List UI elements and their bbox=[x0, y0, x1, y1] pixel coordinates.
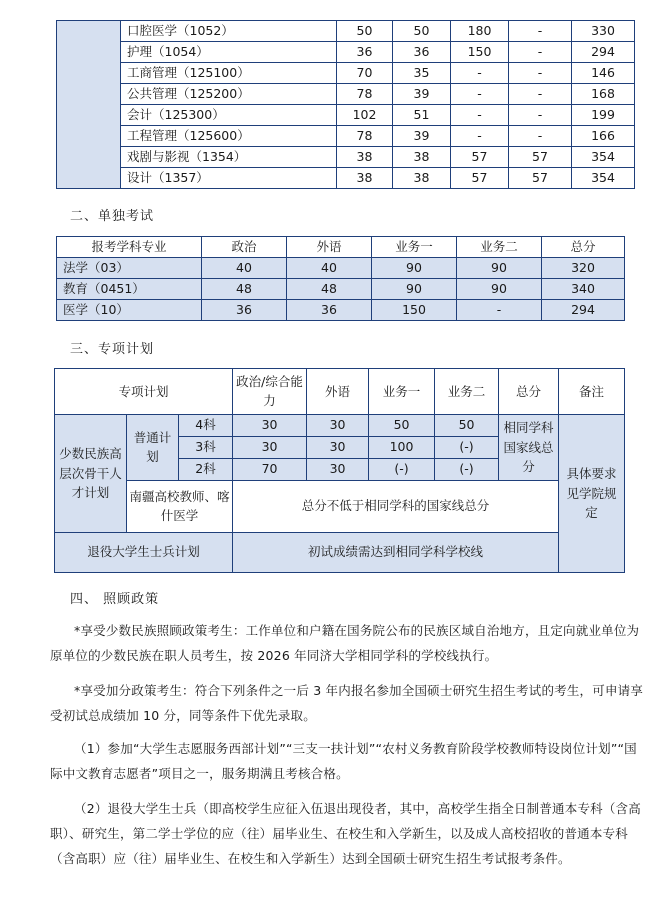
score-cell: 330 bbox=[572, 21, 635, 42]
cell-biz2: 50 bbox=[435, 414, 499, 436]
subject-cell: 工程管理（125600） bbox=[121, 126, 337, 147]
score-cell: 36 bbox=[337, 42, 393, 63]
policy-paragraph-veteran: （2）退役大学生士兵（即高校学生应征入伍退出现役者，其中，高校学生指全日制普通本专科（含高职）、研究生，第二学士学位的应（往）届毕业生、在校生和入学新生，以及成人高校招收的普通本专科（含高职）应（往）届毕业生、在校生和入学新生）达到全国硕士研究生招生考试报考条件。 bbox=[50, 801, 641, 866]
score-cell: 90 bbox=[372, 279, 457, 300]
table-row bbox=[57, 84, 635, 105]
section-title-separate-exam: 二、单独考试 bbox=[70, 209, 155, 224]
table-row bbox=[57, 168, 635, 189]
header-cell: 业务一 bbox=[372, 237, 457, 258]
header-cell: 报考学科专业 bbox=[57, 237, 202, 258]
score-cell: 38 bbox=[337, 168, 393, 189]
cell-biz1: (-) bbox=[369, 458, 435, 480]
header-biz1: 业务一 bbox=[369, 369, 435, 415]
score-cell: 320 bbox=[542, 258, 625, 279]
row-type: 2科 bbox=[179, 458, 233, 480]
section-title-care-policy: 四、 照顾政策 bbox=[70, 592, 160, 607]
score-cell: - bbox=[509, 126, 572, 147]
score-cell: 90 bbox=[372, 258, 457, 279]
score-cell: 36 bbox=[202, 300, 287, 321]
score-cell: 294 bbox=[542, 300, 625, 321]
score-cell: 36 bbox=[287, 300, 372, 321]
score-cell: 39 bbox=[393, 84, 451, 105]
table-row bbox=[57, 105, 635, 126]
cell-politics: 30 bbox=[233, 414, 307, 436]
row-type: 3科 bbox=[179, 436, 233, 458]
minority-plan-label: 少数民族高层次骨干人才计划 bbox=[55, 414, 127, 532]
table-row bbox=[57, 300, 625, 321]
cell-foreign: 30 bbox=[307, 436, 369, 458]
xinjiang-plan-label: 南疆高校教师、喀什医学 bbox=[127, 480, 233, 532]
subject-cell: 教育（0451） bbox=[57, 279, 202, 300]
score-cell: 57 bbox=[451, 147, 509, 168]
policy-paragraph-minority: *享受少数民族照顾政策考生：工作单位和户籍在国务院公布的民族区域自治地方，且定向就业单位为原单位的少数民族在职人员考生，按 2026 年同济大学相同学科的学校线执行。 bbox=[50, 623, 640, 663]
score-cell: - bbox=[509, 105, 572, 126]
cell-biz2: (-) bbox=[435, 436, 499, 458]
score-cell: 38 bbox=[393, 168, 451, 189]
category-cell bbox=[57, 21, 121, 189]
policy-paragraph-bonus: *享受加分政策考生：符合下列条件之一后 3 年内报名参加全国硕士研究生招生考试的考生，可申请享受初试总成绩加 10 分，同等条件下优先录取。 bbox=[50, 683, 644, 723]
subject-cell: 法学（03） bbox=[57, 258, 202, 279]
score-cell: 354 bbox=[572, 168, 635, 189]
total-note: 相同学科国家线总分 bbox=[499, 414, 559, 480]
score-cell: - bbox=[509, 21, 572, 42]
veteran-note: 初试成绩需达到相同学科学校线 bbox=[233, 532, 559, 572]
score-cell: 90 bbox=[457, 258, 542, 279]
score-cell: 40 bbox=[202, 258, 287, 279]
score-cell: 50 bbox=[393, 21, 451, 42]
subject-cell: 公共管理（125200） bbox=[121, 84, 337, 105]
score-cell: 57 bbox=[509, 168, 572, 189]
cell-politics: 70 bbox=[233, 458, 307, 480]
score-cell: 199 bbox=[572, 105, 635, 126]
table-row bbox=[57, 42, 635, 63]
score-cell: 354 bbox=[572, 147, 635, 168]
normal-plan-label: 普通计划 bbox=[127, 414, 179, 480]
xinjiang-note: 总分不低于相同学科的国家线总分 bbox=[233, 480, 559, 532]
header-politics: 政治/综合能力 bbox=[233, 369, 307, 415]
table-header-row bbox=[57, 237, 625, 258]
subject-cell: 工商管理（125100） bbox=[121, 63, 337, 84]
table-special-plan bbox=[54, 368, 625, 573]
remark-note: 具体要求见学院规定 bbox=[559, 414, 625, 572]
table-row bbox=[57, 63, 635, 84]
score-cell: 102 bbox=[337, 105, 393, 126]
subject-cell: 戏剧与影视（1354） bbox=[121, 147, 337, 168]
score-cell: - bbox=[451, 126, 509, 147]
score-cell: 166 bbox=[572, 126, 635, 147]
cell-biz1: 100 bbox=[369, 436, 435, 458]
table-row bbox=[57, 258, 625, 279]
score-cell: 48 bbox=[202, 279, 287, 300]
header-plan: 专项计划 bbox=[55, 369, 233, 415]
score-cell: - bbox=[451, 84, 509, 105]
score-cell: - bbox=[451, 105, 509, 126]
header-cell: 外语 bbox=[287, 237, 372, 258]
score-cell: 294 bbox=[572, 42, 635, 63]
row-type: 4科 bbox=[179, 414, 233, 436]
score-cell: - bbox=[457, 300, 542, 321]
table-row bbox=[57, 279, 625, 300]
section-title-special-plan: 三、专项计划 bbox=[70, 342, 155, 357]
cell-biz1: 50 bbox=[369, 414, 435, 436]
subject-cell: 医学（10） bbox=[57, 300, 202, 321]
score-cell: 78 bbox=[337, 84, 393, 105]
score-cell: 150 bbox=[451, 42, 509, 63]
score-cell: 39 bbox=[393, 126, 451, 147]
score-cell: 48 bbox=[287, 279, 372, 300]
veteran-plan-label: 退役大学生士兵计划 bbox=[55, 532, 233, 572]
score-cell: - bbox=[509, 42, 572, 63]
score-cell: 70 bbox=[337, 63, 393, 84]
score-cell: 35 bbox=[393, 63, 451, 84]
subject-cell: 会计（125300） bbox=[121, 105, 337, 126]
score-cell: 40 bbox=[287, 258, 372, 279]
score-cell: - bbox=[509, 84, 572, 105]
score-cell: 50 bbox=[337, 21, 393, 42]
header-foreign: 外语 bbox=[307, 369, 369, 415]
score-cell: 78 bbox=[337, 126, 393, 147]
score-cell: 146 bbox=[572, 63, 635, 84]
cell-biz2: (-) bbox=[435, 458, 499, 480]
table-professional-degree-scores bbox=[56, 20, 635, 189]
header-remark: 备注 bbox=[559, 369, 625, 415]
header-cell: 业务二 bbox=[457, 237, 542, 258]
score-cell: 57 bbox=[451, 168, 509, 189]
policy-paragraph-volunteer: （1）参加“大学生志愿服务西部计划”“三支一扶计划”“农村义务教育阶段学校教师特设岗位计划”“国际中文教育志愿者”项目之一，服务期满且考核合格。 bbox=[50, 741, 637, 781]
subject-cell: 口腔医学（1052） bbox=[121, 21, 337, 42]
score-cell: 38 bbox=[393, 147, 451, 168]
score-cell: 180 bbox=[451, 21, 509, 42]
table-row bbox=[57, 147, 635, 168]
header-cell: 总分 bbox=[542, 237, 625, 258]
score-cell: 36 bbox=[393, 42, 451, 63]
score-cell: 168 bbox=[572, 84, 635, 105]
score-cell: - bbox=[451, 63, 509, 84]
score-cell: 57 bbox=[509, 147, 572, 168]
score-cell: 90 bbox=[457, 279, 542, 300]
cell-foreign: 30 bbox=[307, 414, 369, 436]
score-cell: 51 bbox=[393, 105, 451, 126]
table-separate-exam bbox=[56, 236, 625, 321]
cell-foreign: 30 bbox=[307, 458, 369, 480]
subject-cell: 护理（1054） bbox=[121, 42, 337, 63]
table-row bbox=[57, 126, 635, 147]
score-cell: 150 bbox=[372, 300, 457, 321]
cell-politics: 30 bbox=[233, 436, 307, 458]
header-total: 总分 bbox=[499, 369, 559, 415]
score-cell: 38 bbox=[337, 147, 393, 168]
header-biz2: 业务二 bbox=[435, 369, 499, 415]
table-row bbox=[57, 21, 635, 42]
score-cell: - bbox=[509, 63, 572, 84]
subject-cell: 设计（1357） bbox=[121, 168, 337, 189]
header-cell: 政治 bbox=[202, 237, 287, 258]
score-cell: 340 bbox=[542, 279, 625, 300]
